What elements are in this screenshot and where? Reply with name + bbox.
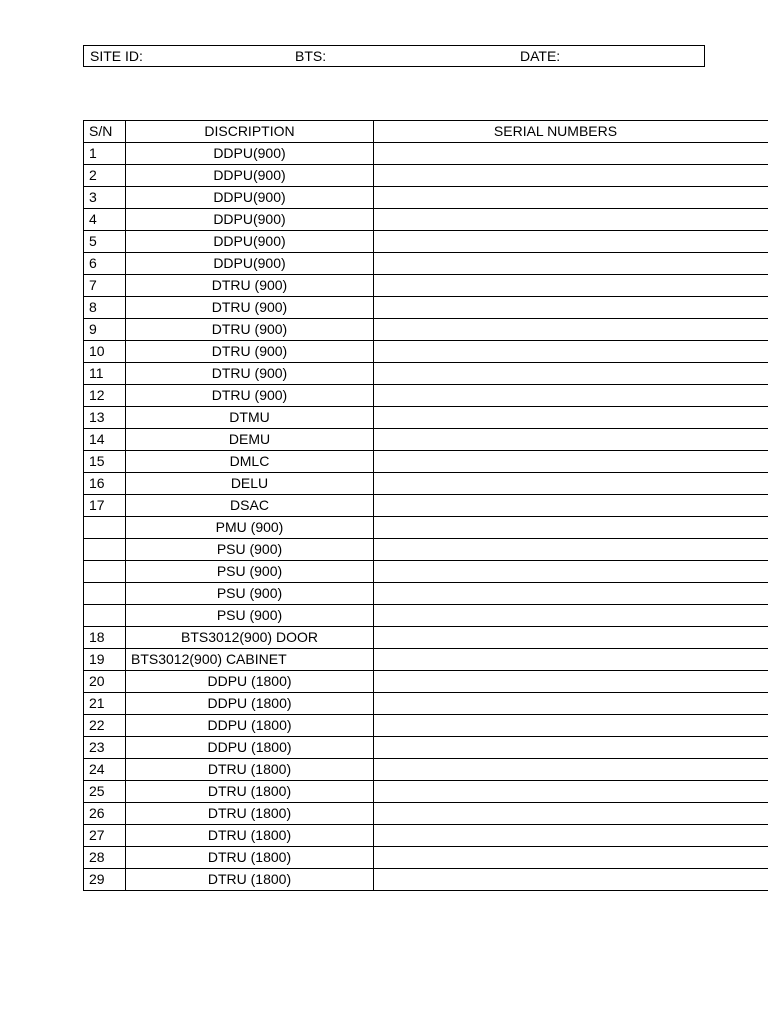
table-row [84,649,768,671]
sn-cell: 24 [84,759,126,781]
description-cell: DEMU [126,429,374,451]
description-cell: PSU (900) [126,605,374,627]
table-row [84,473,768,495]
table-row [84,165,768,187]
table-row [84,253,768,275]
description-cell: DDPU (1800) [126,737,374,759]
table-row [84,825,768,847]
table-row [84,143,768,165]
sn-cell: 10 [84,341,126,363]
serial-number-cell[interactable] [374,143,768,165]
serial-number-cell[interactable] [374,583,768,605]
description-cell: DDPU(900) [126,165,374,187]
table-row [84,385,768,407]
column-header-serial-numbers: SERIAL NUMBERS [374,121,768,143]
serial-number-cell[interactable] [374,385,768,407]
table-row [84,495,768,517]
sn-cell: 21 [84,693,126,715]
description-cell: DDPU(900) [126,231,374,253]
serial-number-cell[interactable] [374,627,768,649]
table-row [84,341,768,363]
description-cell: DTRU (900) [126,385,374,407]
sn-cell [84,583,126,605]
description-cell: BTS3012(900) CABINET [126,649,374,671]
description-cell: PSU (900) [126,561,374,583]
table-row [84,275,768,297]
table-row [84,715,768,737]
sn-cell: 26 [84,803,126,825]
sn-cell: 9 [84,319,126,341]
inventory-table [83,120,768,891]
sn-cell: 18 [84,627,126,649]
table-row [84,517,768,539]
sn-cell: 12 [84,385,126,407]
description-cell: DTRU (900) [126,363,374,385]
description-cell: PSU (900) [126,583,374,605]
serial-number-cell[interactable] [374,253,768,275]
sn-cell: 8 [84,297,126,319]
description-cell: DTRU (1800) [126,847,374,869]
description-cell: BTS3012(900) DOOR [126,627,374,649]
table-row [84,319,768,341]
description-cell: DDPU(900) [126,143,374,165]
description-cell: DTRU (1800) [126,803,374,825]
table-row [84,759,768,781]
table-row [84,187,768,209]
table-row [84,451,768,473]
sn-cell: 13 [84,407,126,429]
description-cell: DTRU (1800) [126,825,374,847]
serial-number-cell[interactable] [374,649,768,671]
description-cell: DTMU [126,407,374,429]
sn-cell [84,605,126,627]
sn-cell: 2 [84,165,126,187]
description-cell: DELU [126,473,374,495]
column-header-description: DISCRIPTION [126,121,374,143]
sn-cell: 19 [84,649,126,671]
serial-number-cell[interactable] [374,693,768,715]
sn-cell [84,561,126,583]
inventory-table-wrapper [83,120,768,891]
table-row [84,693,768,715]
description-cell: PMU (900) [126,517,374,539]
sn-cell: 20 [84,671,126,693]
serial-number-cell[interactable] [374,451,768,473]
serial-number-cell[interactable] [374,803,768,825]
serial-number-cell[interactable] [374,869,768,891]
table-row [84,209,768,231]
table-row [84,671,768,693]
table-row [84,539,768,561]
serial-number-cell[interactable] [374,231,768,253]
sn-cell [84,539,126,561]
sn-cell: 3 [84,187,126,209]
sn-cell: 25 [84,781,126,803]
description-cell: DDPU(900) [126,253,374,275]
description-cell: DTRU (1800) [126,781,374,803]
table-row [84,847,768,869]
table-row [84,781,768,803]
sn-cell: 5 [84,231,126,253]
table-row [84,561,768,583]
site-id-label: SITE ID: [90,48,143,64]
table-body [84,143,768,891]
serial-number-cell[interactable] [374,495,768,517]
serial-number-cell[interactable] [374,341,768,363]
description-cell: DTRU (900) [126,275,374,297]
sn-cell: 28 [84,847,126,869]
serial-number-cell[interactable] [374,781,768,803]
description-cell: DTRU (1800) [126,759,374,781]
description-cell: DTRU (1800) [126,869,374,891]
sn-cell: 4 [84,209,126,231]
sn-cell: 16 [84,473,126,495]
serial-number-cell[interactable] [374,407,768,429]
date-label: DATE: [520,48,561,64]
header-box [83,45,705,67]
serial-number-cell[interactable] [374,275,768,297]
description-cell: DDPU (1800) [126,671,374,693]
description-cell: DTRU (900) [126,319,374,341]
sn-cell: 22 [84,715,126,737]
table-row [84,429,768,451]
sn-cell: 27 [84,825,126,847]
serial-number-cell[interactable] [374,473,768,495]
sn-cell: 6 [84,253,126,275]
serial-number-cell[interactable] [374,605,768,627]
table-row [84,407,768,429]
serial-number-cell[interactable] [374,319,768,341]
sn-cell [84,517,126,539]
description-cell: DSAC [126,495,374,517]
sn-cell: 23 [84,737,126,759]
serial-number-cell[interactable] [374,517,768,539]
description-cell: DTRU (900) [126,341,374,363]
table-row [84,583,768,605]
serial-number-cell[interactable] [374,539,768,561]
serial-number-cell[interactable] [374,561,768,583]
table-header-row [84,121,768,143]
table-row [84,363,768,385]
serial-number-cell[interactable] [374,187,768,209]
serial-number-cell[interactable] [374,209,768,231]
table-row [84,297,768,319]
sn-cell: 1 [84,143,126,165]
description-cell: DDPU (1800) [126,693,374,715]
serial-number-cell[interactable] [374,671,768,693]
serial-number-cell[interactable] [374,363,768,385]
serial-number-cell[interactable] [374,715,768,737]
serial-number-cell[interactable] [374,165,768,187]
bts-label: BTS: [295,48,327,64]
table-row [84,869,768,891]
serial-number-cell[interactable] [374,737,768,759]
description-cell: DDPU(900) [126,209,374,231]
serial-number-cell[interactable] [374,297,768,319]
table-row [84,803,768,825]
description-cell: DTRU (900) [126,297,374,319]
sn-cell: 11 [84,363,126,385]
sn-cell: 17 [84,495,126,517]
sn-cell: 14 [84,429,126,451]
column-header-sn: S/N [84,121,126,143]
table-row [84,737,768,759]
serial-number-cell[interactable] [374,847,768,869]
serial-number-cell[interactable] [374,429,768,451]
description-cell: DDPU (1800) [126,715,374,737]
table-row [84,605,768,627]
sn-cell: 29 [84,869,126,891]
serial-number-cell[interactable] [374,825,768,847]
description-cell: DMLC [126,451,374,473]
description-cell: PSU (900) [126,539,374,561]
description-cell: DDPU(900) [126,187,374,209]
serial-number-cell[interactable] [374,759,768,781]
table-row [84,231,768,253]
table-row [84,627,768,649]
sn-cell: 15 [84,451,126,473]
sn-cell: 7 [84,275,126,297]
